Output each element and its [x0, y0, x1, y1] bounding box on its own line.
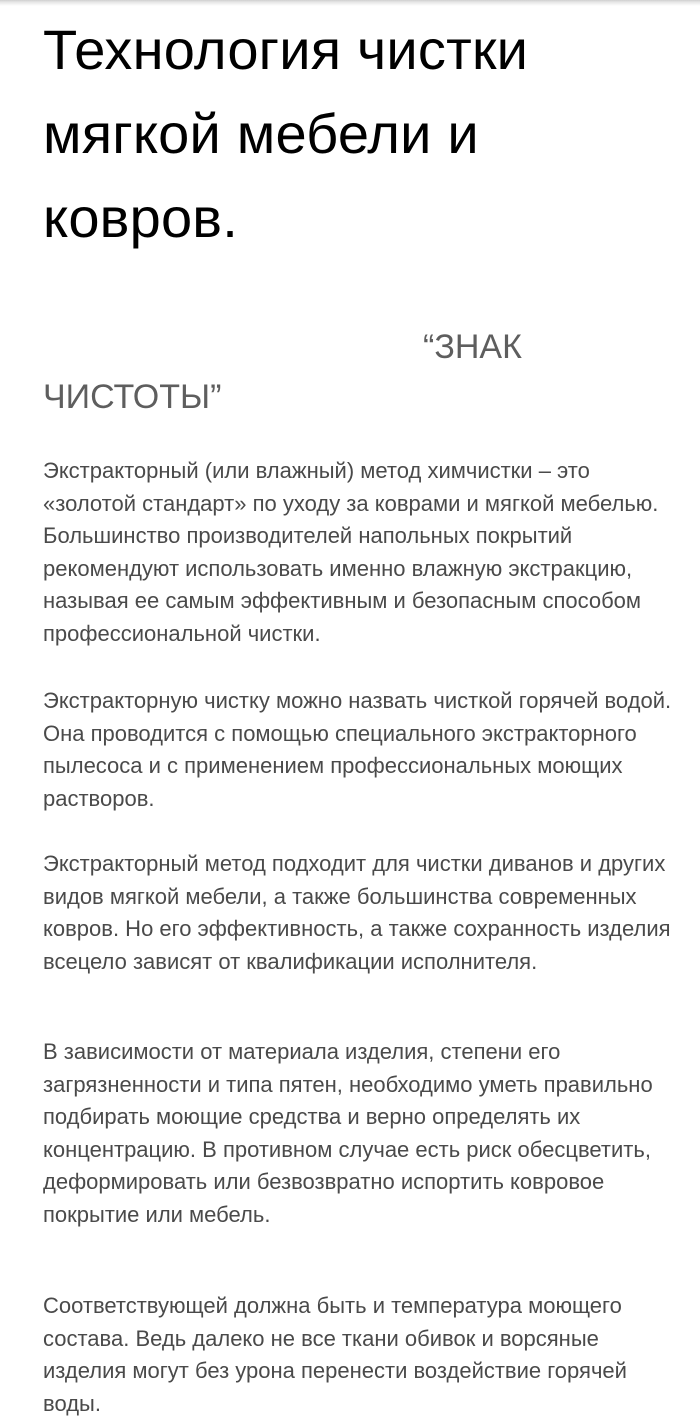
page-title: Технология чистки мягкой мебели и ковров. — [43, 18, 529, 249]
article-paragraph: Экстракторную чистку можно назвать чисткой горячей водой. Она проводится с помощью специального экстракторного пылесоса и с применением профессиональных моющих растворов. — [43, 688, 672, 811]
top-edge-shadow — [0, 0, 700, 6]
article-paragraph: Экстракторный метод подходит для чистки диванов и других видов мягкой мебели, а также большинства современных ковров. Но его эффективность, а также сохранность изделия всецело зависят от квалификации исполнителя. — [43, 851, 671, 974]
brand-subtitle: “ЗНАК ЧИСТОТЫ” — [43, 328, 522, 416]
article-paragraph: Соответствующей должна быть и температура моющего состава. Ведь далеко не все ткани обивок и ворсяные изделия могут без урона перенести воздействие горячей воды. — [43, 1293, 627, 1416]
article-paragraph: В зависимости от материала изделия, степени его загрязненности и типа пятен, необходимо уметь правильно подбирать моющие средства и верно определять их концентрацию. В противном случае есть риск обесцветить, деформировать или безвозвратно испортить ковровое покрытие или мебель. — [43, 1039, 653, 1227]
article-paragraph: Экстракторный (или влажный) метод химчистки – это «золотой стандарт» по уходу за коврами и мягкой мебелью. Большинство производителей напольных покрытий рекомендуют использовать именно влажную экстракцию, называя ее самым эффективным и безопасным способом профессиональной чистки. — [43, 458, 659, 646]
